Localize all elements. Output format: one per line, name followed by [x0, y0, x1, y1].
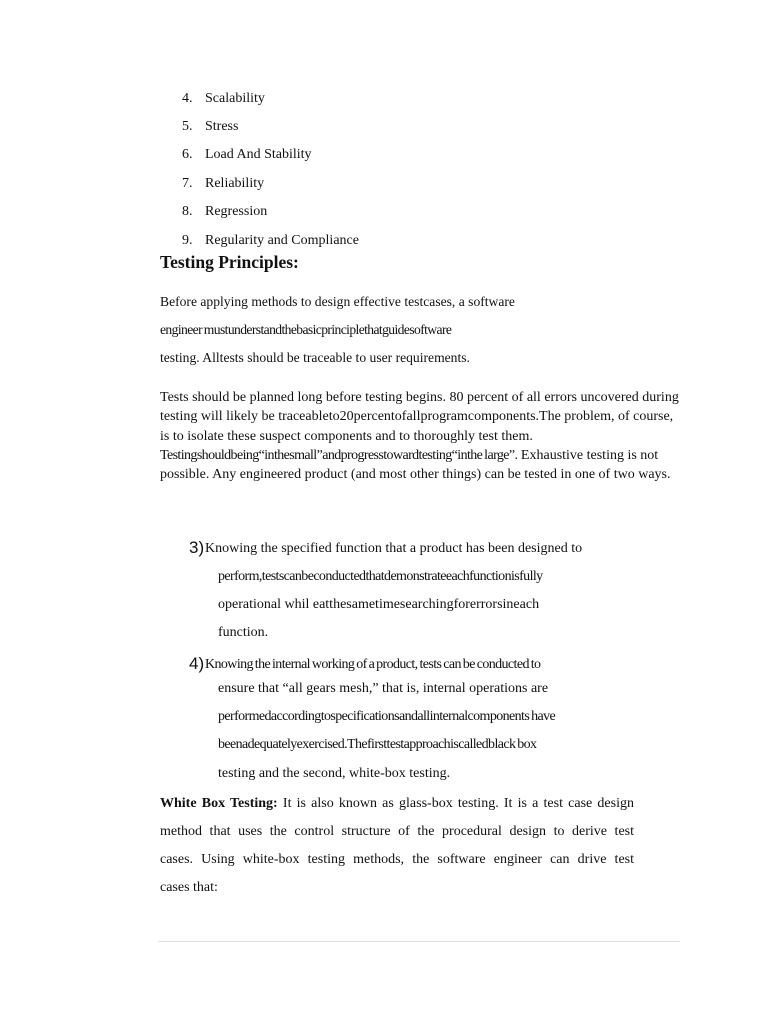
list-item-number: 6.: [182, 147, 193, 162]
item-line: Knowing the internal working of a product, tests can be conducted to: [205, 657, 541, 672]
list-item-label: Regularity and Compliance: [205, 233, 359, 248]
list-item: [182, 119, 238, 135]
list-item-number: 4.: [182, 91, 193, 106]
item-line: perform,testscanbeconductedthatdemonstrateeachfunctionisfully: [218, 569, 543, 584]
item-line: performedaccordingtospecificationsandallinternalcomponents have: [218, 709, 556, 724]
item-line: operational whil eatthesametimesearchingforerrorsineach: [218, 597, 540, 612]
body-paragraphs: [160, 388, 680, 484]
list-item: [182, 147, 312, 163]
item-line: testing and the second, white-box testing.: [218, 766, 451, 781]
list-item-number: 5.: [182, 119, 193, 134]
list-item-label: Load And Stability: [205, 147, 312, 162]
white-box-text: It is also known as glass-box testing. It is a test case design: [277, 796, 634, 811]
white-box-line: [160, 796, 634, 812]
white-box-line: method that uses the control structure of the procedural design to derive test: [160, 824, 634, 839]
list-item: [182, 176, 264, 192]
item-line: ensure that “all gears mesh,” that is, internal operations are: [218, 681, 549, 696]
white-box-label: White Box Testing:: [160, 796, 278, 811]
item-marker: 4): [189, 654, 205, 673]
list-item-number: 9.: [182, 233, 193, 248]
section-heading: Testing Principles:: [160, 252, 299, 272]
paragraph-small-to-large-start: Testingshouldbeing“inthesmall”andprogresstowardtesting“inthe large”.: [160, 447, 518, 463]
list-item-label: Reliability: [205, 176, 265, 191]
list-item-number: 8.: [182, 204, 193, 219]
list-item-number: 7.: [182, 176, 193, 191]
list-item-label: Scalability: [205, 91, 265, 106]
item-line: Knowing the specified function that a product has been designed to: [205, 541, 583, 556]
intro-line: testing. Alltests should be traceable to user requirements.: [160, 350, 470, 365]
list-item: [182, 204, 267, 220]
intro-line: engineer mustunderstandthebasicprinciplethatguidesoftware: [160, 322, 452, 337]
white-box-line: cases that:: [160, 880, 218, 895]
intro-line: Before applying methods to design effective testcases, a software: [160, 294, 515, 309]
list-item-label: Stress: [205, 119, 239, 134]
paragraph-small-to-large: [160, 446, 680, 485]
list-item: [182, 233, 359, 249]
item-line: beenadequatelyexercised.Thefirsttestapproachiscalledblack box: [218, 737, 537, 752]
paragraph-planning: Tests should be planned long before testing begins. 80 percent of all errors uncovered during testing will likely be traceableto20percentofallprogramcomponents.The problem, of course, is to isolate these suspect components and to thoroughly test them.: [160, 390, 679, 444]
page-divider: [158, 941, 680, 942]
item-marker: 3): [189, 538, 205, 557]
item-line: function.: [218, 625, 269, 640]
paragraph-small-to-large-rest: Exhaustive testing is not possible. Any engineered product (and most other things) can be tested in one of two ways.: [160, 447, 671, 483]
white-box-line: cases. Using white-box testing methods, the software engineer can drive test: [160, 852, 634, 867]
list-item: [182, 91, 265, 107]
list-item-label: Regression: [205, 204, 268, 219]
